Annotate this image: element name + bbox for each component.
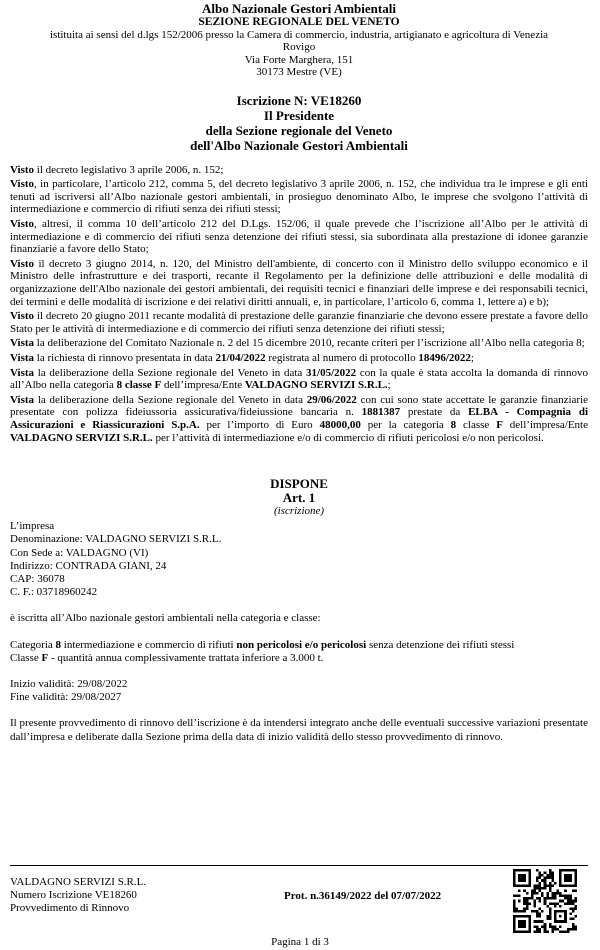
header-line2: Rovigo [282, 41, 316, 54]
class-text: - quantità annua complessivamente trattata inferiore a 3.000 t. [48, 651, 324, 664]
delib1-lead: Vista [10, 366, 35, 379]
qr-code-icon [513, 869, 577, 933]
richiesta-lead: Vista [10, 351, 35, 364]
class-letter: F [41, 651, 49, 664]
company-details [10, 520, 588, 744]
delib1-paragraph [10, 367, 588, 392]
delib1-company: VALDAGNO SERVIZI S.R.L. [244, 379, 388, 392]
iscrizione-number: Iscrizione N: VE18260 [236, 92, 362, 108]
richiesta-text: ; [470, 351, 474, 364]
article-title: Art. 1 [282, 490, 316, 506]
richiesta-paragraph [10, 352, 588, 365]
spacer [10, 704, 588, 717]
header-title: Albo Nazionale Gestori Ambientali [202, 1, 396, 16]
delib2-company: VALDAGNO SERVIZI S.R.L. [10, 431, 153, 444]
president-title: Il Presidente [263, 107, 335, 123]
spacer [10, 599, 588, 612]
visto-lead: Visto [10, 163, 35, 176]
delib1-text: con la quale è stata accolta la domanda di rinnovo all’Albo nella categoria [10, 366, 588, 392]
header-section: SEZIONE REGIONALE DEL VENETO [198, 16, 400, 28]
company-seat: Con Sede a: VALDAGNO (VI) [10, 546, 149, 559]
closing-paragraph: Il presente provvedimento di rinnovo dell’iscrizione è da intendersi integrato anche delle eventuali successive variazioni presentate dall’impresa e deliberate dalla Sezione prima della data di inizio validità dello stesso provvedimento di rinnovo. [10, 717, 588, 743]
delib1-category: 8 classe F [116, 379, 162, 392]
delib2-text: la deliberazione della Sezione regionale del Veneto in data [34, 393, 307, 406]
delib2-text: classe [456, 418, 497, 431]
category-text: Categoria [10, 638, 56, 651]
delib2-classe: F [496, 418, 503, 431]
richiesta-text: la richiesta di rinnovo presentata in data [34, 351, 216, 364]
category-number: 8 [55, 638, 62, 651]
delib2-text: prestate da [400, 406, 469, 419]
category-line [10, 639, 588, 652]
delib2-paragraph [10, 394, 588, 444]
delib2-amount: 48000,00 [319, 418, 361, 431]
visto-text: il decreto legislativo 3 aprile 2006, n. 152; [34, 163, 224, 176]
visto-lead: Vista [10, 337, 35, 350]
company-address: Indirizzo: CONTRADA GIANI, 24 [10, 559, 167, 572]
delib2-date: 29/06/2022 [306, 393, 357, 406]
visto-paragraph [10, 218, 588, 256]
dispone-title: DISPONE [270, 476, 328, 492]
company-fiscal-code: C. F.: 03718960242 [10, 586, 98, 599]
delib2-category: 8 [450, 418, 457, 431]
spacer [10, 626, 588, 639]
visto-lead: Visto [10, 218, 35, 230]
visto-text: , in particolare, l’articolo 212, comma 5, del decreto legislativo 3 aprile 2006, n. 152, che individua tra le imprese e gli enti tenuti ad iscriversi all’Albo nazionale gestori ambientali, in prosieguo denominato Albo, le imprese che svolgono l’attività di intermediazione e commercio di rifiuti senza dei rifiuti stessi; [10, 178, 588, 216]
page-number: Pagina 1 di 3 [271, 936, 329, 948]
visto-lead: Visto [10, 257, 35, 270]
footer-type: Provvedimento di Rinnovo [10, 902, 130, 914]
president-section: della Sezione regionale del Veneto [205, 122, 393, 138]
visto-lead: Visto [10, 178, 35, 191]
delib2-text: dell’impresa/Ente [502, 418, 588, 431]
visto-paragraph [10, 164, 588, 177]
company-cap: CAP: 36078 [10, 572, 65, 585]
richiesta-protocol: 18496/2022 [418, 351, 471, 364]
richiesta-text: registrata al numero di protocollo [265, 351, 419, 364]
visto-paragraph [10, 337, 588, 350]
visto-paragraph [10, 310, 588, 335]
delib1-text: la deliberazione della Sezione regionale del Veneto in data [34, 366, 307, 379]
premises [10, 164, 588, 444]
category-text: intermediazione e commercio di rifiuti [61, 638, 237, 651]
visto-paragraph [10, 178, 588, 216]
delib2-text: per l’attività di intermediazione e/o di commercio di rifiuti pericolosi e/o non pericolosi. [152, 431, 544, 444]
document-page [10, 2, 588, 744]
header-address: Via Forte Marghera, 151 [244, 53, 354, 66]
delib2-text: per l’importo di Euro [199, 418, 320, 431]
category-kind: non pericolosi e/o pericolosi [236, 638, 367, 651]
document-header [10, 2, 588, 79]
footer-divider [10, 865, 588, 866]
visto-paragraph [10, 258, 588, 308]
delib1-text: dell’impresa/Ente [161, 379, 245, 392]
delib1-date: 31/05/2022 [306, 366, 357, 379]
richiesta-date: 21/04/2022 [215, 351, 266, 364]
footer-protocol: Prot. n.36149/2022 del 07/07/2022 [284, 890, 442, 902]
delib1-text: ; [387, 379, 391, 392]
company-name: Denominazione: VALDAGNO SERVIZI S.R.L. [10, 533, 222, 546]
company-intro: L’impresa [10, 520, 55, 533]
visto-text: la deliberazione del Comitato Nazionale n. 2 del 15 dicembre 2010, recante criteri per l’iscrizione all’Albo nella categoria 8; [34, 337, 585, 350]
document-footer [10, 876, 510, 915]
validity-end: Fine validità: 29/08/2027 [10, 691, 122, 704]
footer-number: Numero Iscrizione VE18260 [10, 889, 137, 901]
delib2-polizza: 1881387 [361, 406, 401, 419]
visto-text: il decreto 20 giugno 2011 recante modalità di prestazione delle garanzie finanziarie che devono essere prestate a favore dello Stato per le attività di intermediazione e di commercio dei rifiuti senza detenzione dei rifiuti stessi; [10, 310, 588, 335]
category-text: senza detenzione dei rifiuti stessi [366, 638, 515, 651]
iscritta-statement: è iscritta all’Albo nazionale gestori ambientali nella categoria e classe: [10, 612, 321, 625]
footer-company: VALDAGNO SERVIZI S.R.L. [10, 876, 147, 888]
header-city: 30173 Mestre (VE) [256, 66, 342, 79]
visto-text: il decreto 3 giugno 2014, n. 120, del Ministro dell'ambiente, di concerto con il Ministro dello sviluppo economico e il Ministro delle infrastrutture e dei trasporti, recante il Regolamento per la definizione delle attribuzioni e delle modalità di organizzazione dell'Albo nazionale dei gestori ambientali, dei requisiti tecnici e finanziari delle imprese e dei responsabili tecnici, dei termini e delle modalità di iscrizione e dei relativi diritti annuali, e, in particolare, l’articolo 6, comma 1, lettere a) e b); [10, 257, 588, 308]
delib2-text: per la categoria [360, 418, 451, 431]
visto-text: , altresì, il comma 10 dell’articolo 212 del D.Lgs. 152/06, il quale prevede che l’iscrizione all’Albo per le attività di intermediazione e di commercio dei rifiuti senza detenzione dei rifiuti stessi, sia subordinata alla prestazione di idonee garanzie finanziarie a favore dello Stato; [10, 218, 588, 256]
delib2-text: con cui sono state accettate le garanzie finanziarie presentate con polizza fideiussoria assicurativa/fideiussione bancaria n. [10, 393, 588, 419]
visto-lead: Visto [10, 310, 35, 323]
iscrizione-block [10, 93, 588, 153]
delib2-insurer: ELBA - Compagnia di Assicurazioni e Riassicurazioni S.p.A. [10, 406, 588, 431]
class-line [10, 652, 588, 665]
delib2-lead: Vista [10, 393, 35, 406]
validity-start: Inizio validità: 29/08/2022 [10, 677, 128, 690]
president-albo: dell'Albo Nazionale Gestori Ambientali [190, 137, 408, 153]
article-subtitle: (iscrizione) [273, 505, 325, 518]
header-line1: istituita ai sensi del d.lgs 152/2006 presso la Camera di commercio, industria, artigianato e agricoltura di Venezia [49, 29, 549, 41]
class-text: Classe [10, 651, 42, 664]
spacer [10, 665, 588, 678]
